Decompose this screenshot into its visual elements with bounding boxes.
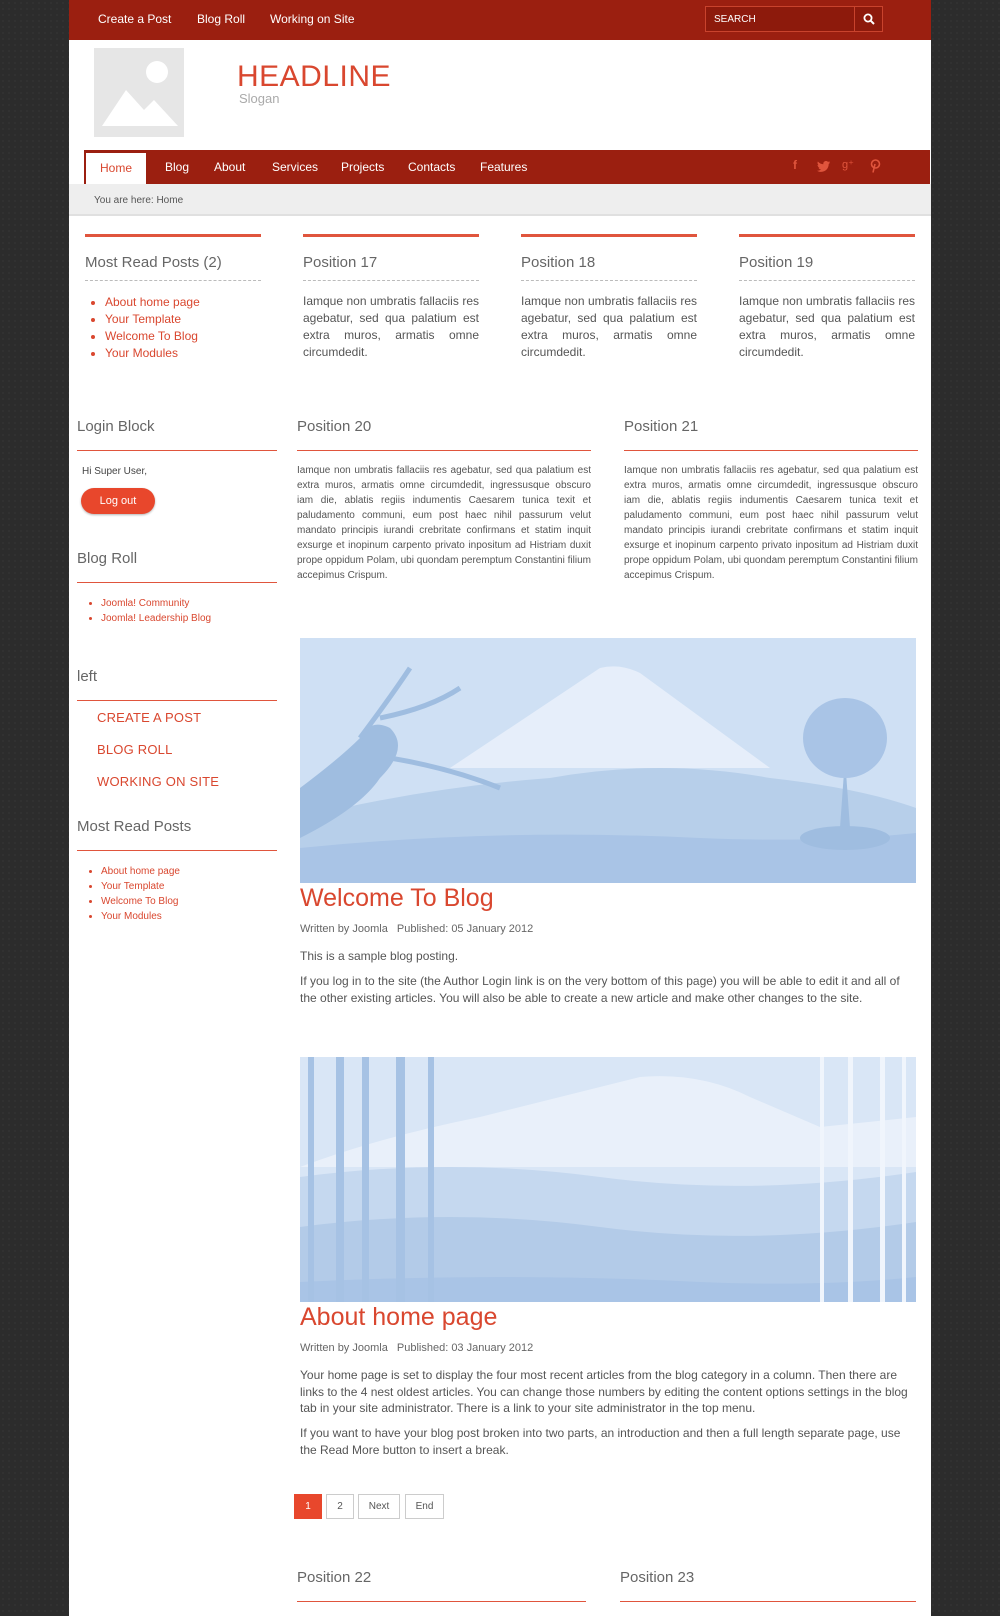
article-date: Published: 05 January 2012 [396,923,534,935]
most-read-posts-title: Most Read Posts [77,818,192,835]
main-nav [84,150,930,184]
position-18-module [521,234,697,361]
facebook-icon[interactable]: f [793,158,797,172]
nav-blog[interactable]: Blog [165,160,190,174]
list-item[interactable] [105,294,261,311]
link-welcome-to-blog[interactable]: Welcome To Blog [101,896,179,907]
login-greeting: Hi Super User, [82,466,148,477]
position-21-title: Position 21 [624,418,699,435]
search-button[interactable] [854,7,882,31]
divider [620,1601,916,1602]
link-joomla-community[interactable]: Joomla! Community [101,598,190,609]
most-read-list [85,294,261,362]
link-joomla-leadership-blog[interactable]: Joomla! Leadership Blog [101,613,212,624]
article-date: Published: 03 January 2012 [396,1342,534,1354]
divider [624,450,918,451]
divider [77,850,277,851]
site-slogan: Slogan [239,91,280,106]
nav-home[interactable]: Home [86,153,146,184]
blog-roll-title: Blog Roll [77,550,138,567]
divider [297,1601,586,1602]
nav-contacts[interactable]: Contacts [408,160,456,174]
article-paragraph: Your home page is set to display the four most recent articles from the blog category in a column. Then there are links to the 4 nest oldest articles. You can change those numbers by editing the content options settings in the blog tab in your site administrator. There is a link to your site administrator in the top menu. [300,1368,908,1415]
link-your-modules[interactable]: Your Modules [101,911,162,922]
link-your-template[interactable]: Your Template [101,881,165,892]
search-icon [863,13,875,25]
article-meta [300,923,533,935]
divider [77,700,277,701]
module-title: Position 19 [739,254,915,281]
position-20-text: Iamque non umbratis fallaciis res agebatur, sed qua palatium est extra muros, armatis omne circumdedit, ingressusque obscuro iam die, ablatis regiis indumentis Caesarem tunica texit et paludamento communi, eum post haec nihil passurum velut mandato principis iurandi crebritate confirmans et statim inquit exsurge et inopinum carpento privato inpositum ad Histriam duxit prope oppidum Polam, ubi quondam peremptum Constantini filium accepimus Crispum. [297,465,591,581]
article-image-mountain[interactable] [300,638,916,883]
module-title: Position 18 [521,254,697,281]
breadcrumb-text: You are here: Home [94,195,184,206]
divider [77,582,277,583]
list-item[interactable] [101,596,211,611]
pinterest-icon[interactable] [870,159,881,173]
pagination-end[interactable]: End [405,1494,444,1519]
divider [297,450,591,451]
position-20-title: Position 20 [297,418,372,435]
module-text: Iamque non umbratis fallaciis res agebatur, sed qua palatium est extra muros, armatis omne circumdedit. [303,294,479,359]
position-19-module [739,234,915,361]
pagination-next[interactable]: Next [358,1494,400,1519]
list-item[interactable] [101,611,211,626]
pagination-page-2[interactable]: 2 [326,1494,354,1519]
search-box [705,6,883,32]
position-22-title: Position 22 [297,1569,372,1586]
twitter-icon[interactable] [817,161,830,172]
google-plus-icon[interactable]: g⁺ [842,159,854,171]
bamboo-landscape-image [300,1057,916,1302]
article-paragraph: If you log in to the site (the Author Login link is on the very bottom of this page) you will be able to edit it and all of the other existing articles. You will also be able to create a new article and make other changes to the site. [300,974,900,1005]
article-author: Written by Joomla [300,923,388,935]
module-title: Position 17 [303,254,479,281]
menu-blog-roll[interactable]: BLOG ROLL [97,742,173,757]
link-welcome-to-blog[interactable]: Welcome To Blog [105,329,198,343]
list-item[interactable] [101,879,180,894]
article-author: Written by Joomla [300,1342,388,1354]
nav-features[interactable]: Features [480,160,528,174]
list-item[interactable] [105,311,261,328]
most-read-posts-module [85,234,261,362]
article-paragraph: If you want to have your blog post broken into two parts, an introduction and then a full length separate page, use the Read More button to insert a break. [300,1426,901,1457]
link-about-home-page[interactable]: About home page [101,866,180,877]
top-nav-blog-roll[interactable]: Blog Roll [197,12,246,26]
list-item[interactable] [105,328,261,345]
page [69,0,931,1616]
nav-about[interactable]: About [214,160,246,174]
most-read-side-list [101,864,180,924]
article-title[interactable]: Welcome To Blog [300,884,494,912]
top-nav-create-post[interactable]: Create a Post [98,12,172,26]
article-meta [300,1342,533,1354]
list-item[interactable] [105,345,261,362]
module-accent-bar [303,234,479,237]
login-block-title: Login Block [77,418,155,435]
list-item[interactable] [101,864,180,879]
link-your-modules[interactable]: Your Modules [105,346,178,360]
list-item[interactable] [101,909,180,924]
breadcrumb [69,184,931,216]
position-17-module [303,234,479,361]
module-accent-bar [85,234,261,237]
top-nav-working-on-site[interactable]: Working on Site [270,12,355,26]
nav-projects[interactable]: Projects [341,160,385,174]
module-text: Iamque non umbratis fallaciis res agebatur, sed qua palatium est extra muros, armatis omne circumdedit. [739,294,915,359]
image-placeholder-icon [94,48,184,137]
module-accent-bar [521,234,697,237]
article-image-bamboo[interactable] [300,1057,916,1302]
position-23-title: Position 23 [620,1569,695,1586]
article-paragraph: This is a sample blog posting. [300,949,459,963]
site-headline[interactable]: HEADLINE [237,60,392,93]
article-title[interactable]: About home page [300,1303,498,1331]
menu-create-post[interactable]: CREATE A POST [97,710,202,725]
logo-placeholder[interactable] [94,48,184,137]
link-about-home-page[interactable]: About home page [105,295,200,309]
top-bar [69,0,931,40]
module-accent-bar [739,234,915,237]
link-your-template[interactable]: Your Template [105,312,182,326]
module-title: Most Read Posts (2) [85,254,261,281]
module-text: Iamque non umbratis fallaciis res agebatur, sed qua palatium est extra muros, armatis omne circumdedit. [521,294,697,359]
list-item[interactable] [101,894,180,909]
logout-button[interactable]: Log out [81,488,155,514]
left-menu-title: left [77,668,98,685]
pagination-page-1[interactable]: 1 [294,1494,322,1519]
blog-roll-list [101,596,211,626]
nav-services[interactable]: Services [272,160,319,174]
menu-working-on-site[interactable]: WORKING ON SITE [97,774,220,789]
divider [77,450,277,451]
mountain-landscape-image [300,638,916,883]
position-21-text: Iamque non umbratis fallaciis res agebatur, sed qua palatium est extra muros, armatis omne circumdedit, ingressusque obscuro iam die, ablatis regiis indumentis Caesarem tunica texit et paludamento communi, eum post haec nihil passurum velut mandato principis iurandi crebritate confirmans et statim inquit exsurge et inopinum carpento privato inpositum ad Histriam duxit prope oppidum Polam, ubi quondam peremptum Constantini filium accepimus Crispum. [624,465,918,581]
